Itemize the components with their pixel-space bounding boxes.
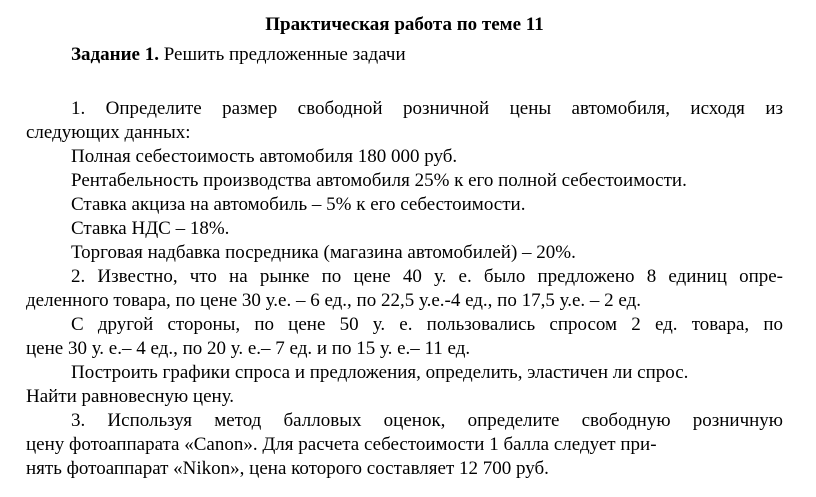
problem-1-item: Рентабельность производства автомобиля 25% к его полной себестоимости. xyxy=(71,170,687,191)
task-heading xyxy=(71,43,406,66)
task-label: Задание 1. xyxy=(71,44,159,65)
problem-2-line-4: цене 30 у. е.– 4 ед., по 20 у. е.– 7 ед. и по 15 у. е.– 11 ед. xyxy=(26,338,471,359)
problem-3-line-1: 3. Используя метод балловых оценок, определите свободную розничную xyxy=(71,410,783,431)
task-text: Решить предложенные задачи xyxy=(163,44,406,65)
problem-3-line-3: нять фотоаппарат «Nikon», цена которого составляет 12 700 руб. xyxy=(26,458,549,479)
problem-2-line-2: деленного товара, по цене 30 у.е. – 6 ед., по 22,5 у.е.-4 ед., по 17,5 у.е. – 2 ед. xyxy=(26,290,641,311)
problem-1-item: Торговая надбавка посредника (магазина автомобилей) – 20%. xyxy=(71,242,576,263)
document-body xyxy=(26,97,783,481)
problem-2-line-5: Построить графики спроса и предложения, определить, эластичен ли спрос. xyxy=(71,362,689,383)
problem-1-line-1: 1. Определите размер свободной розничной цены автомобиля, исходя из xyxy=(71,98,783,119)
problem-1-item: Полная себестоимость автомобиля 180 000 руб. xyxy=(71,146,458,167)
problem-1-item: Ставка НДС – 18%. xyxy=(71,218,230,239)
problem-2-line-3: С другой стороны, по цене 50 у. е. пользовались спросом 2 ед. товара, по xyxy=(71,314,783,335)
problem-1-line-2: следующих данных: xyxy=(26,122,191,143)
problem-2-line-1: 2. Известно, что на рынке по цене 40 у. е. было предложено 8 единиц опре- xyxy=(71,266,783,287)
problem-3-line-2: цену фотоаппарата «Canon». Для расчета себестоимости 1 балла следует при- xyxy=(26,434,657,455)
problem-2-line-6: Найти равновесную цену. xyxy=(26,386,235,407)
page-title: Практическая работа по теме 11 xyxy=(265,14,544,35)
problem-1-item: Ставка акциза на автомобиль – 5% к его себестоимости. xyxy=(71,194,526,215)
